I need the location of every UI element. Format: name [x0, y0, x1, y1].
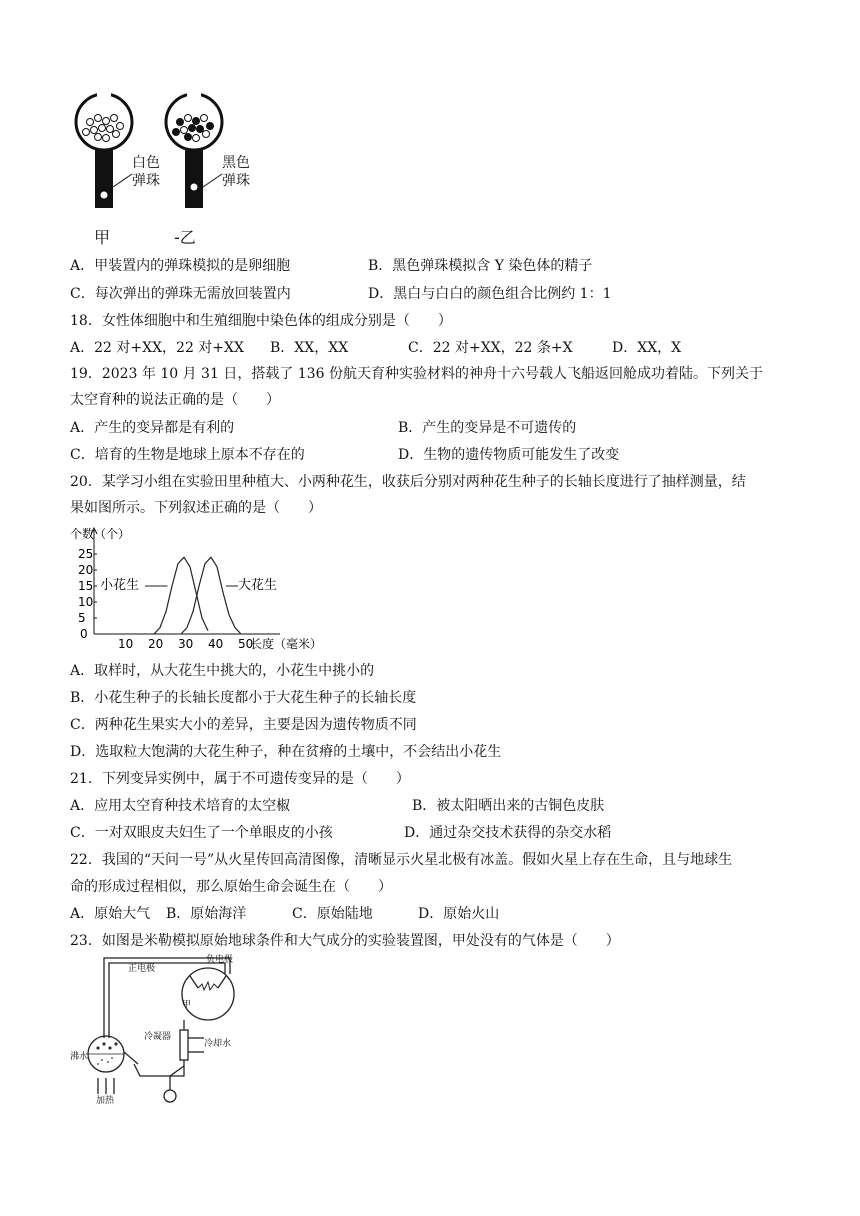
q21-stem: 21．下列变异实例中，属于不可遗传变异的是（ ）	[70, 771, 410, 787]
q21-option-d: D．通过杂交技术获得的杂交水稻	[404, 825, 612, 841]
q19-option-d: D．生物的遗传物质可能发生了改变	[398, 447, 620, 463]
q19-stem-line1: 19．2023 年 10 月 31 日，搭载了 136 份航天育种实验材料的神舟十六号载人飞船返回舱成功着陆。下列关于	[70, 366, 763, 382]
q20-option-b: B．小花生种子的长轴长度都小于大花生种子的长轴长度	[70, 690, 417, 706]
label-negative-electrode: 负电极	[206, 955, 234, 965]
q22-option-c: C．原始陆地	[292, 906, 373, 922]
label-cooling-water: 冷却水	[204, 1039, 232, 1049]
q18-option-d: D．XX，X	[612, 340, 682, 356]
x-tick-label: 0	[80, 627, 88, 641]
miller-apparatus-figure	[70, 954, 250, 1110]
q22-stem-line2: 命的形成过程相似，那么原始生命会诞生在（ ）	[70, 879, 392, 895]
series-label-large-peanut: 大花生	[238, 578, 278, 594]
q17-option-b: B．黑色弹珠模拟含 Y 染色体的精子	[368, 258, 593, 274]
x-axis-label: 长度（毫米）	[250, 637, 322, 651]
y-tick-label: 20	[78, 563, 94, 577]
q21-option-b: B．被太阳晒出来的古铜色皮肤	[412, 798, 605, 814]
x-tick-label: 30	[178, 637, 194, 651]
q18-stem: 18．女性体细胞中和生殖细胞中染色体的组成分别是（ ）	[70, 313, 452, 329]
q18-option-a: A．22 对+XX，22 对+XX	[70, 340, 244, 356]
q19-option-a: A．产生的变异都是有利的	[70, 420, 235, 436]
q22-stem-line1: 22．我国的“天问一号”从火星传回高清图像，清晰显示火星北极有冰盖。假如火星上存在生命，且与地球生	[70, 852, 733, 868]
q23-stem: 23．如图是米勒模拟原始地球条件和大气成分的实验装置图，甲处没有的气体是（ ）	[70, 933, 620, 949]
q20-option-a: A．取样时，从大花生中挑大的，小花生中挑小的	[70, 663, 375, 679]
series-label-small-peanut: 小花生	[100, 578, 140, 594]
q17-option-d: D．黑白与白白的颜色组合比例约 1：1	[368, 286, 612, 302]
q19-option-b: B．产生的变异是不可遗传的	[398, 420, 577, 436]
q20-option-d: D．选取粒大饱满的大花生种子，种在贫瘠的土壤中，不会结出小花生	[70, 744, 502, 760]
q21-option-c: C．一对双眼皮夫妇生了一个单眼皮的小孩	[70, 825, 333, 841]
label-jia-sphere: 甲	[182, 1000, 192, 1010]
q19-option-c: C．培育的生物是地球上原本不存在的	[70, 447, 305, 463]
label-positive-electrode: 正电极	[128, 964, 156, 974]
x-tick-label: 10	[118, 637, 134, 651]
marble-figure	[70, 92, 270, 252]
x-tick-label: 40	[208, 637, 224, 651]
x-tick-label: 20	[148, 637, 164, 651]
q18-option-c: C．22 对+XX，22 条+X	[408, 340, 573, 356]
q20-stem-line1: 20．某学习小组在实验田里种植大、小两种花生，收获后分别对两种花生种子的长轴长度进行了抽样测量，结	[70, 474, 746, 490]
label-white-line2: 弹珠	[132, 173, 160, 189]
label-heating: 加热	[96, 1096, 115, 1106]
q22-option-b: B．原始海洋	[166, 906, 247, 922]
q20-stem-line2: 果如图所示。下列叙述正确的是（ ）	[70, 500, 322, 516]
label-black-line2: 弹珠	[222, 173, 250, 189]
q17-option-a: A．甲装置内的弹珠模拟的是卵细胞	[70, 258, 291, 274]
q20-option-c: C．两种花生果实大小的差异，主要是因为遗传物质不同	[70, 717, 417, 733]
y-tick-label: 25	[78, 547, 94, 561]
y-tick-label: 10	[78, 595, 94, 609]
label-white-line1: 白色	[132, 155, 160, 171]
q21-option-a: A．应用太空育种技术培育的太空椒	[70, 798, 291, 814]
y-tick-label: 5	[78, 611, 86, 625]
y-axis-label: 个数（个）	[70, 527, 131, 541]
marble-device-drawing	[70, 92, 270, 212]
q19-stem-line2: 太空育种的说法正确的是（ ）	[70, 392, 280, 408]
peanut-length-chart	[62, 524, 322, 654]
x-tick-label: 50	[238, 637, 254, 651]
label-jia: 甲	[94, 228, 111, 247]
label-black-line1: 黑色	[222, 155, 250, 171]
q17-option-c: C．每次弹出的弹珠无需放回装置内	[70, 286, 291, 302]
label-condenser: 冷凝器	[144, 1032, 172, 1042]
q22-option-a: A．原始大气	[70, 906, 151, 922]
series-line-small-peanut	[154, 557, 208, 634]
y-tick-label: 15	[78, 579, 94, 593]
q18-option-b: B．XX，XX	[270, 340, 349, 356]
label-yi: -乙	[174, 228, 196, 247]
label-boiling-water: 沸水	[70, 1052, 89, 1062]
q22-option-d: D．原始火山	[418, 906, 500, 922]
